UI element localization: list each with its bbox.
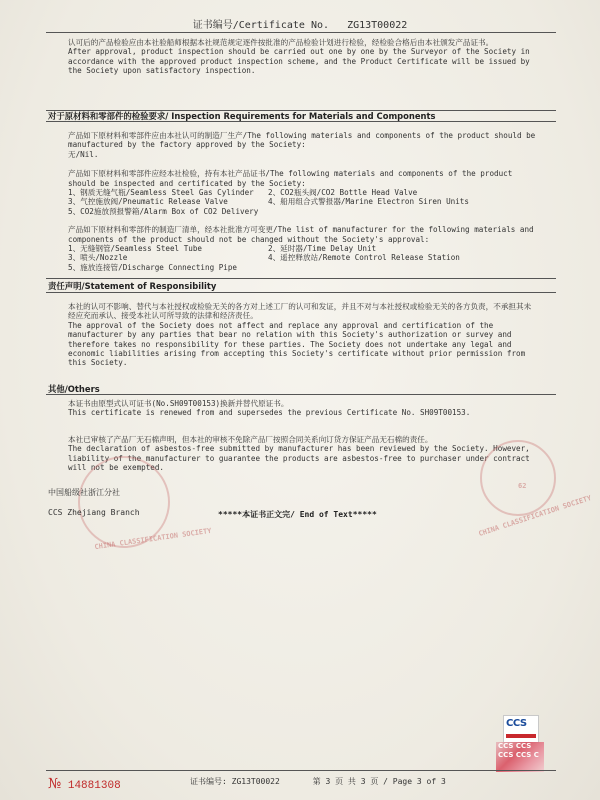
certificate-number: ZG13T00022 bbox=[347, 20, 408, 31]
seal-text-left: CHINA CLASSIFICATION SOCIETY bbox=[94, 526, 212, 552]
ccs-logo-word: CCS bbox=[506, 718, 527, 729]
responsibility-heading bbox=[48, 280, 216, 292]
serial-number bbox=[48, 776, 121, 792]
materials-p1-value: 无/Nil. bbox=[68, 149, 99, 159]
list-item: 4、船用组合式警报器/Marine Electron Siren Units bbox=[268, 197, 469, 207]
others-p2-cn: 本社已审核了产品厂无石棉声明，但本社的审核不免除产品厂按照合同关系向订货方保证产品无石棉的责任。 bbox=[68, 435, 433, 444]
materials-heading-en: Inspection Requirements for Materials and Components bbox=[171, 111, 436, 121]
footer bbox=[190, 776, 474, 787]
list-item: 2、延时器/Time Delay Unit bbox=[268, 244, 377, 254]
signature-en: CCS Zhejiang Branch bbox=[48, 508, 140, 517]
others-heading: 其他/Others bbox=[48, 384, 100, 394]
responsibility-block bbox=[68, 302, 538, 368]
end-of-text: *****本证书正文完/ End of Text***** bbox=[218, 510, 377, 519]
materials-block bbox=[68, 131, 538, 272]
materials-p3-list bbox=[68, 244, 538, 272]
list-item: 5、CO2施放预报警箱/Alarm Box of CO2 Delivery bbox=[68, 206, 259, 216]
official-seal-right bbox=[480, 440, 556, 516]
others-p2-en: The declaration of asbestos-free submitted by manufacturer has been reviewed by the Society. However, liability of the manufacturer to guarantee the products are asbestos-free to purchaser under contract will not be exempted. bbox=[68, 444, 535, 473]
intro-en: After approval, product inspection should be carried out one by one by the Surveyor of the Society in accordance with the approved product inspection scheme, and the Product Certificate will be issued by the Society upon satisfactory inspection. bbox=[68, 47, 535, 76]
materials-heading-cn: 对于原材料和零部件的检验要求/ bbox=[48, 111, 169, 121]
section-rule bbox=[46, 278, 556, 279]
others-block-1 bbox=[68, 399, 538, 418]
signature-cn: 中国船级社浙江分社 bbox=[48, 488, 120, 497]
serial-prefix: № bbox=[48, 776, 62, 792]
list-item: 1、无缝钢管/Seamless Steel Tube bbox=[68, 244, 202, 254]
list-item: 5、施放连接管/Discharge Connecting Pipe bbox=[68, 262, 238, 272]
materials-p3: 产品如下原材料和零部件的制造厂清单，经本社批准方可变更/The list of manufacturer for the following materials and components of the product should not be changed without the Society's approval: bbox=[68, 225, 539, 244]
hologram-sticker bbox=[496, 742, 544, 772]
materials-p1: 产品如下原材料和零部件应由本社认可的制造厂生产/The following materials and components of the product should be manufactured by the factory approved by the Society: bbox=[68, 131, 540, 150]
list-item: 1、钢质无缝气瓶/Seamless Steel Gas Cylinder bbox=[68, 188, 254, 198]
footer-rule bbox=[46, 770, 556, 771]
section-rule bbox=[46, 292, 556, 293]
header-rule bbox=[46, 32, 556, 33]
footer-cert-label: 证书编号: ZG13T00022 bbox=[190, 777, 280, 786]
responsibility-heading-en: Statement of Responsibility bbox=[84, 281, 217, 291]
hologram-line: CCS CCS bbox=[498, 742, 532, 750]
list-item: 3、气控施放阀/Pneumatic Release Valve bbox=[68, 197, 228, 207]
hologram-line: CCS CCS C bbox=[498, 751, 539, 759]
intro-paragraph bbox=[68, 38, 538, 76]
serial-value: 14881308 bbox=[67, 780, 121, 792]
section-rule bbox=[46, 121, 556, 122]
list-item: 4、遥控释放站/Remote Control Release Station bbox=[268, 253, 460, 263]
materials-p2: 产品如下原材料和零部件应经本社检验，持有本社产品证书/The following materials and components of the product should be inspected and certificated by the Society: bbox=[68, 169, 517, 188]
materials-p2-list bbox=[68, 188, 538, 216]
others-p1-cn: 本证书由原型式认可证书(No.SH09T00153)换新并替代原证书。 bbox=[68, 399, 289, 408]
seal-text-right: CHINA CLASSIFICATION SOCIETY bbox=[477, 493, 593, 539]
responsibility-en: The approval of the Society does not affect and replace any approval and certification of the manufacturer by any parties that bear no relation with this Society's authorization or survey and therefore takes no responsibility for these parties. The Society does not undertake any legal and economic liabilities arising from accepting this Society's certificate without prior permission from this Society. bbox=[68, 320, 530, 368]
footer-page-label: 第 3 页 共 3 页 / Page 3 of 3 bbox=[312, 777, 446, 786]
certificate-header bbox=[0, 16, 600, 31]
others-p1-en: This certificate is renewed from and supersedes the previous Certificate No. SH09T00153. bbox=[68, 408, 471, 418]
intro-cn: 认可后的产品检验应由本社验船师根据本社规范规定逐件按批准的产品检验计划进行检验，经检验合格后由本社颁发产品证书。 bbox=[68, 38, 494, 47]
certificate-label: 证书编号/Certificate No. bbox=[192, 20, 330, 31]
list-item: 3、喷头/Nozzle bbox=[68, 253, 128, 263]
responsibility-heading-cn: 责任声明/ bbox=[48, 281, 85, 291]
seal-number: 62 bbox=[518, 482, 527, 490]
responsibility-cn: 本社的认可不影响、替代与本社授权或检验无关的各方对上述工厂的认可和发证，并且不对与本社授权或检验无关的各方负责，不承担其未经应充而承认、接受本社认可所导致的法律和经济责任。 bbox=[68, 302, 532, 321]
section-rule bbox=[46, 394, 556, 395]
ccs-logo-bar bbox=[506, 734, 536, 738]
list-item: 2、CO2瓶头阀/CO2 Bottle Head Valve bbox=[268, 188, 418, 198]
ccs-logo bbox=[503, 715, 539, 743]
